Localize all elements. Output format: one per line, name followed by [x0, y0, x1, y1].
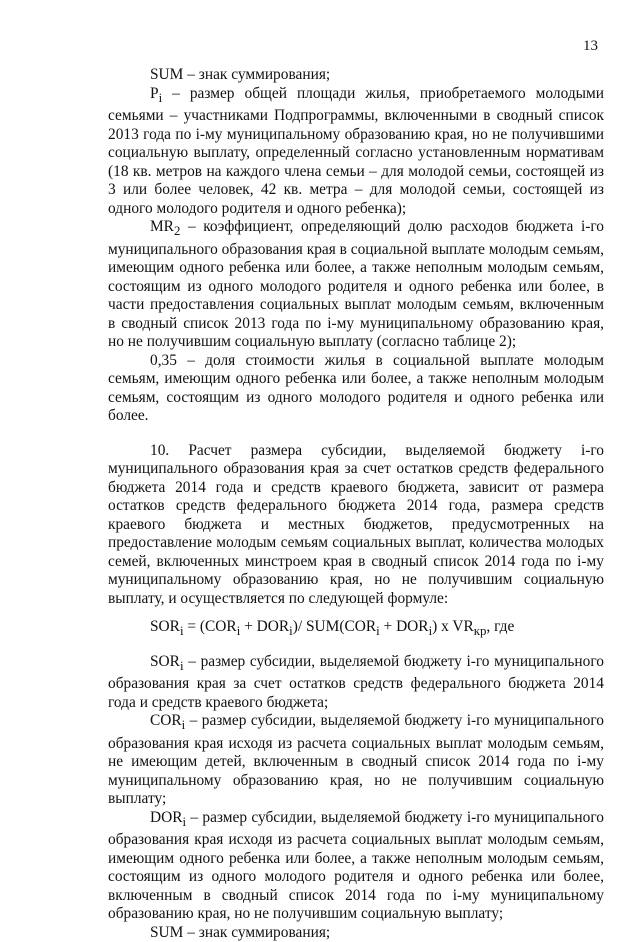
paragraph-p-definition	[108, 85, 604, 219]
paragraph-035-definition: 0,35 – доля стоимости жилья в социальной выплате молодым семьям, имеющим одного ребенка или более, а также неполным молодым семьям, состоящим из одного молодого родителя и одного ребенка или более.	[108, 351, 604, 425]
formula-part: = (COR	[183, 618, 237, 636]
formula-sub: i	[428, 624, 433, 639]
var-cor-subscript: i	[181, 718, 186, 733]
formula-part: SOR	[150, 618, 180, 636]
formula-part: + DOR	[240, 618, 290, 636]
formula-sor	[108, 618, 604, 641]
sor-definition-text: – размер субсидии, выделяемой бюджету i-го муниципального образования края за счет остатков средств федерального бюджета 2014 года и средств краевого бюджета;	[108, 652, 604, 711]
p-definition-text: – размер общей площади жилья, приобретаемого молодыми семьями – участниками Подпрограммы, включенными в сводный список 2013 года по i-му муниципальному образованию края, но не получившими социальную выплату, определенный согласно установленным нормативам (18 кв. метров на каждого члена семьи – для молодой семьи, состоящей из 3 или более человек, 42 кв. метра – для молодой семьи, состоящей из одного молодого родителя и одного ребенка);	[108, 84, 604, 217]
page-number: 13	[583, 38, 598, 54]
var-mr: MR	[150, 218, 174, 236]
paragraph-section-10: 10. Расчет размера субсидии, выделяемой бюджету i-го муниципального образования края за счет остатков средств федерального бюджета 2014 года и средств краевого бюджета, зависит от размера остатков средств федерального бюджета 2014 года, размера средств краевого бюджета и местных бюджетов, предусмотренных на предоставление молодым семьям социальных выплат, количества молодых семей, включенных минстроем края в сводный список 2014 года по i-му муниципальному образованию края, но не получившим социальную выплату, и осуществляется по следующей формуле:	[108, 441, 604, 607]
formula-sub: i	[236, 624, 241, 639]
formula-part: )/ SUM(COR	[292, 618, 377, 636]
formula-part: ) x VR	[432, 618, 474, 636]
paragraph-cor-definition	[108, 712, 604, 809]
cor-definition-text: – размер субсидии, выделяемой бюджету i-го муниципального образования края исходя из расчета социальных выплат молодым семьям, не имеющим детей, включенным в сводный список 2014 года по i-му муниципальному образованию края, но не получившим социальную выплату;	[108, 712, 604, 808]
paragraph-sor-definition	[108, 653, 604, 713]
paragraph-sum-definition: SUM – знак суммирования;	[150, 66, 331, 83]
formula-sub: i	[289, 624, 293, 639]
formula-part: + DOR	[379, 618, 429, 636]
var-sor: SOR	[150, 652, 180, 670]
var-mr-subscript: 2	[173, 224, 181, 239]
paragraph-mr2-definition	[108, 218, 604, 352]
paragraph-sum-definition-2: SUM – знак суммирования;	[150, 923, 331, 941]
formula-sub: i	[179, 624, 184, 639]
var-p-subscript: i	[158, 90, 163, 105]
mr2-definition-text: – коэффициент, определяющий долю расходов бюджета i-го муниципального образования края в социальной выплате молодым семьям, имеющим одного ребенка или более, а также неполным молодым семьям, состоящим из одного молодого родителя и одного ребенка или более, в части предоставления социальных выплат молодым семьям, включенным в сводный список 2013 года по i-му муниципальному образованию края, но не получившим социальную выплату (согласно таблице 2);	[108, 218, 605, 351]
var-dor: DOR	[150, 808, 183, 826]
var-cor: COR	[150, 712, 182, 730]
document-body	[108, 66, 604, 942]
var-dor-subscript: i	[182, 814, 187, 829]
formula-sub-kr: кр	[473, 624, 487, 639]
paragraph-dor-definition	[108, 809, 604, 924]
var-sor-subscript: i	[179, 658, 184, 673]
formula-sub: i	[376, 624, 380, 639]
var-p: P	[150, 84, 159, 102]
dor-definition-text: – размер субсидии, выделяемой бюджету i-го муниципального образования края исходя из расчета социальных выплат молодым семьям, имеющим одного ребенка или более, а также неполным молодым семьям, состоящим из одного молодого родителя и одного ребенка или более, включенным в сводный список 2014 года по i-му муниципальному образованию края, но не получившим социальную выплату;	[108, 808, 604, 923]
formula-part: , где	[486, 618, 515, 636]
